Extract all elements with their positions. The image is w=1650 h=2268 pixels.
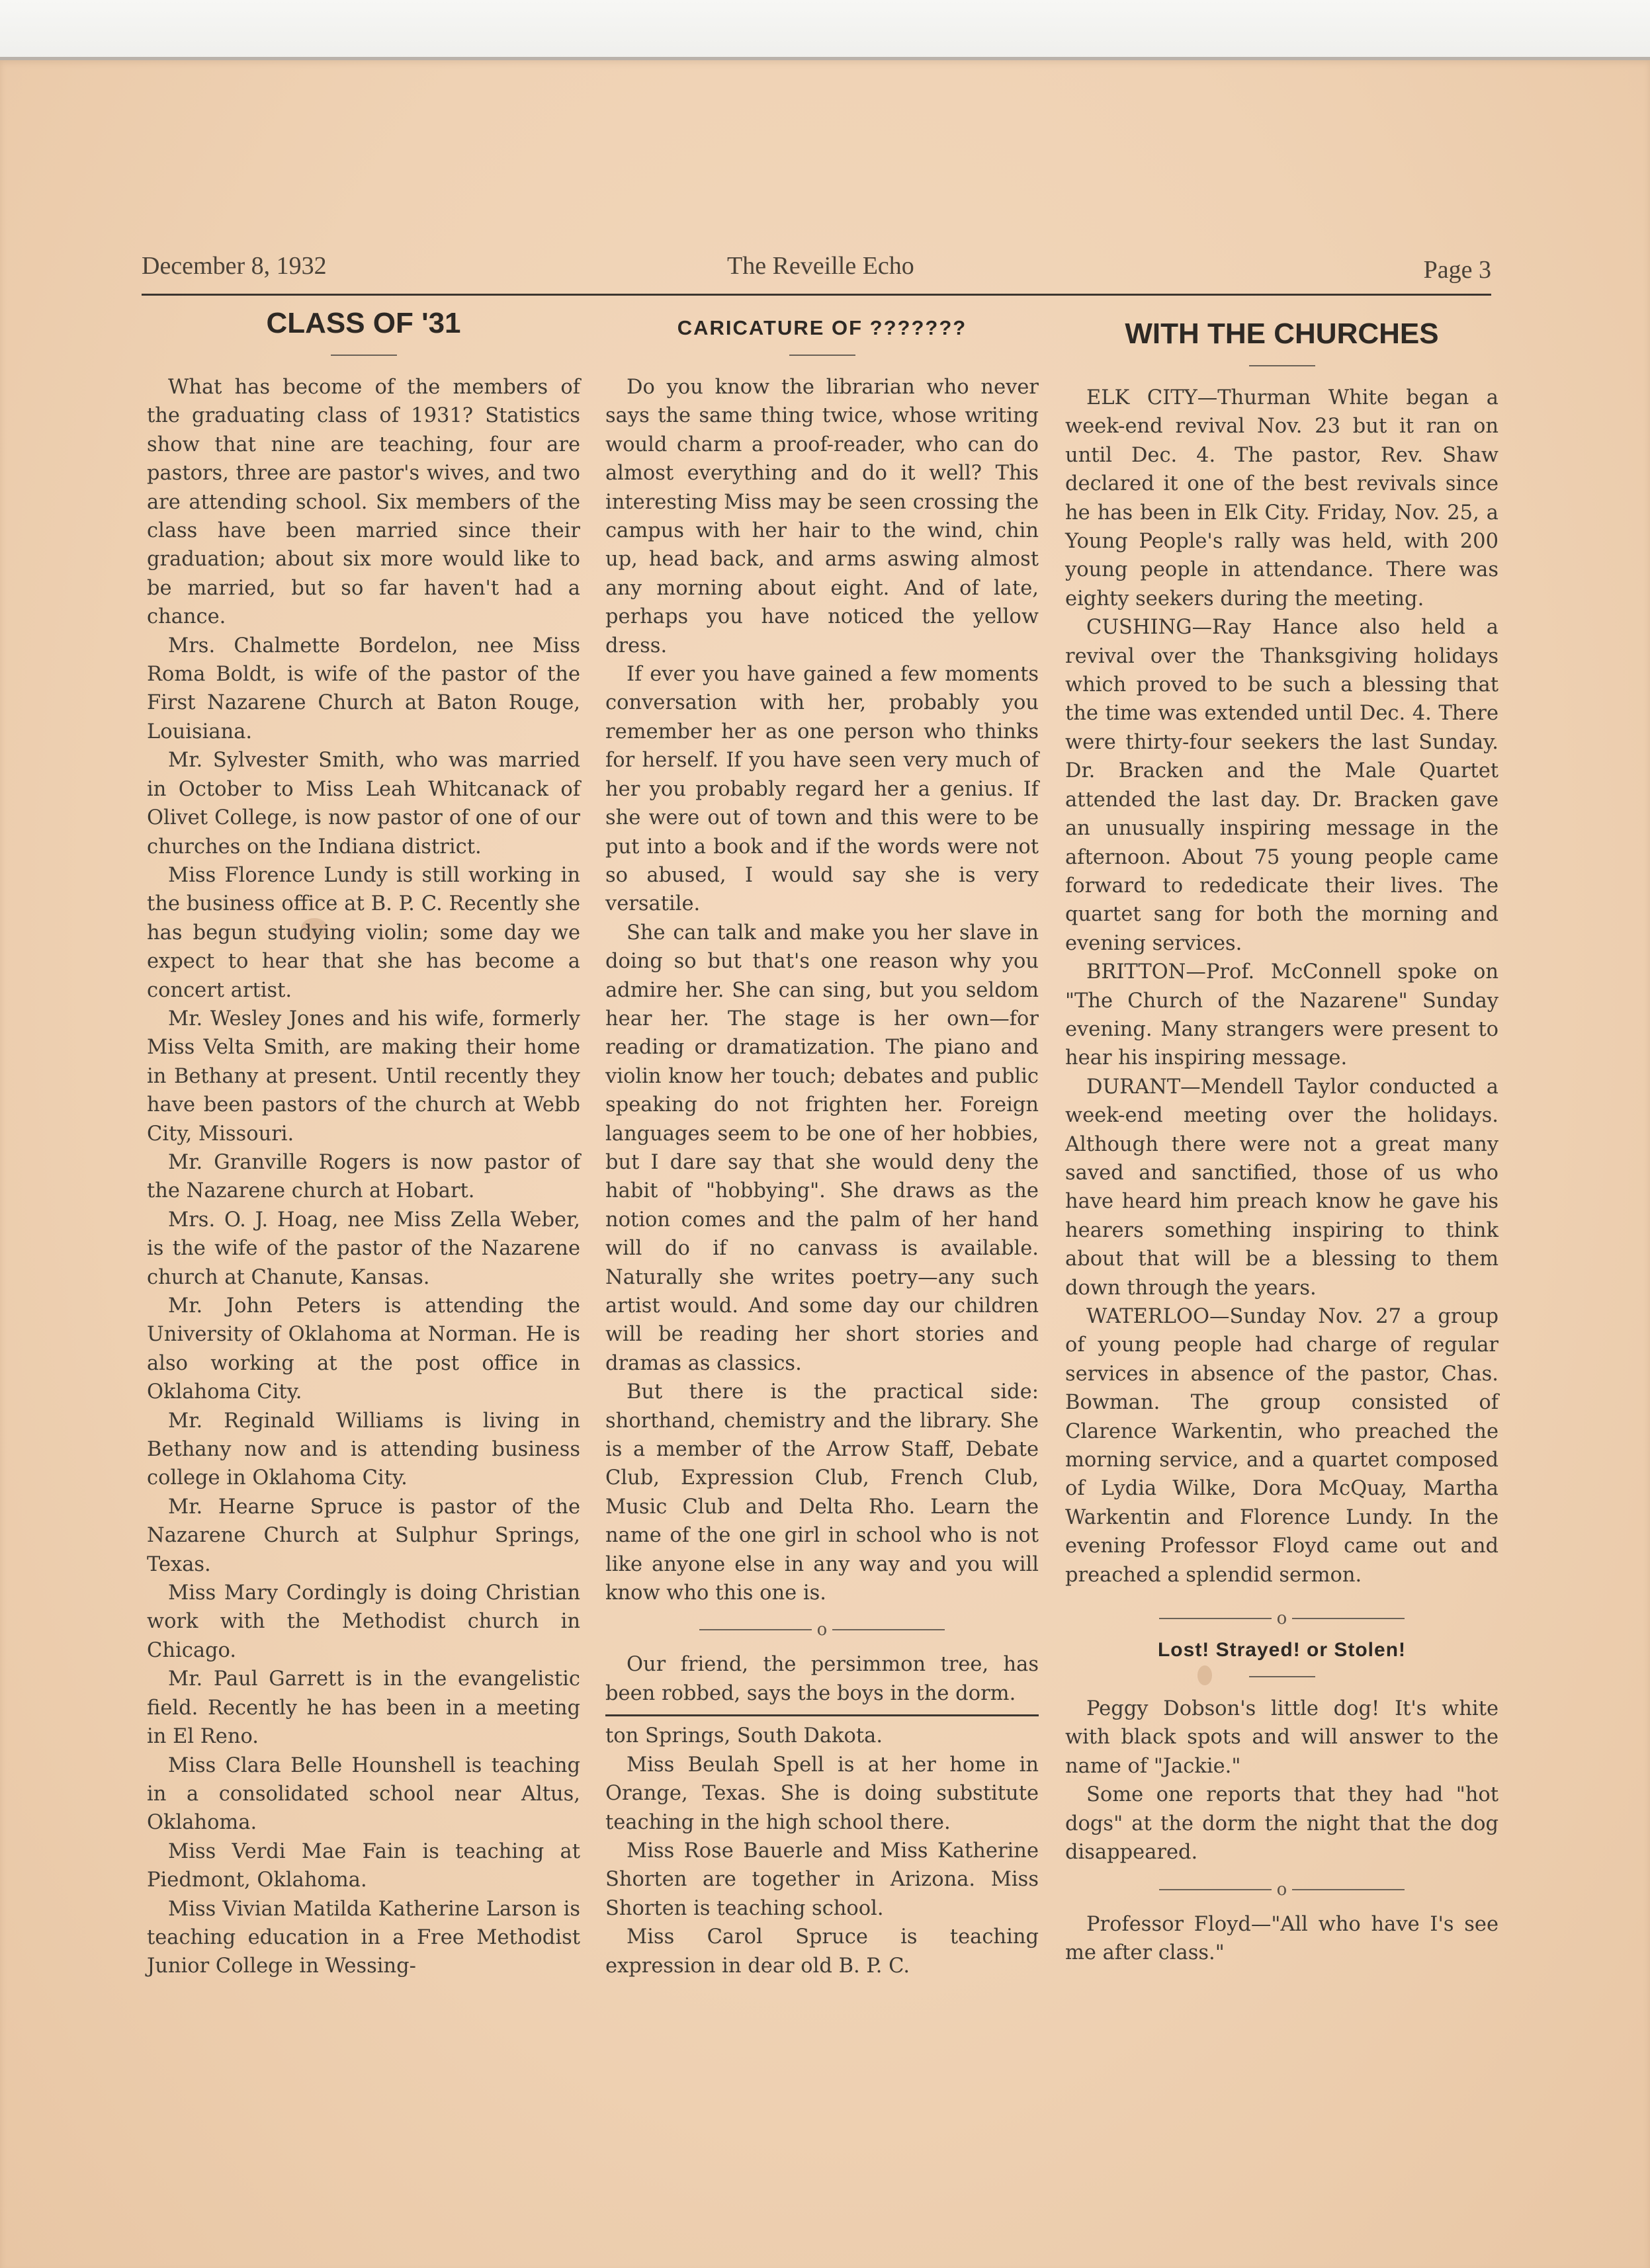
ornament-glyph: o <box>1276 1879 1287 1900</box>
page-header <box>142 251 1491 291</box>
paragraph: Mr. Granville Rogers is now pastor of the Nazarene church at Hobart. <box>147 1150 580 1203</box>
ornament-glyph: o <box>1276 1609 1287 1629</box>
headline-class-of-31: CLASS OF '31 <box>266 307 461 339</box>
paragraph: Our friend, the persimmon tree, has been robbed, says the boys in the dorm. <box>605 1653 1039 1705</box>
ornament-divider <box>1065 1879 1498 1900</box>
headline-lost-strayed: Lost! Strayed! or Stolen! <box>1157 1639 1407 1661</box>
paragraph: WATERLOO—Sunday Nov. 27 a group of young people had charge of regular services in absence of the pastor, Chas. Bowman. The group consisted of Clarence Warkentin, who preached the morning service, and a quartet composed of Lydia Wilke, Dora McQuay, Martha Warkentin and Florence Lundy. In the evening Professor Floyd came out and preached a splendid sermon. <box>1065 1305 1498 1587</box>
paragraph: Mrs. Chalmette Bordelon, nee Miss Roma Boldt, is wife of the pastor of the First Nazarene Church at Baton Rouge, Louisiana. <box>147 634 580 743</box>
paragraph: Mrs. O. J. Hoag, nee Miss Zella Weber, is the wife of the pastor of the Nazarene church at Chanute, Kansas. <box>147 1208 580 1289</box>
ornament-glyph: o <box>816 1620 828 1640</box>
headline-dash <box>1249 1676 1315 1677</box>
paragraph: Mr. Sylvester Smith, who was married in October to Miss Leah Whitcanack of Olivet College, is now pastor of one of our churches on the Indiana district. <box>147 749 580 859</box>
header-rule <box>142 294 1491 296</box>
headline-dash <box>331 355 397 356</box>
ornament-divider <box>1065 1608 1498 1628</box>
paragraph: Miss Florence Lundy is still working in the business office at B. P. C. Recently she has begun studying violin; some day we expect to hear that she has become a concert artist. <box>147 863 580 1002</box>
paragraph: Mr. Paul Garrett is in the evangelistic field. Recently he has been in a meeting in El Reno. <box>147 1667 580 1749</box>
paragraph: Mr. Hearne Spruce is pastor of the Nazarene Church at Sulphur Springs, Texas. <box>147 1495 580 1576</box>
headline-churches: WITH THE CHURCHES <box>1125 317 1439 350</box>
paragraph: Some one reports that they had "hot dogs" at the dorm the night that the dog disappeared. <box>1065 1783 1498 1865</box>
paragraph: Mr. John Peters is attending the University of Oklahoma at Norman. He is also working at the post office in Oklahoma City. <box>147 1294 580 1404</box>
issue-date: December 8, 1932 <box>142 252 327 280</box>
paragraph: Peggy Dobson's little dog! It's white with black spots and will answer to the name of "Jackie." <box>1065 1697 1498 1778</box>
paragraph: Do you know the librarian who never says the same thing twice, whose writing would charm a proof-reader, who can do almost everything and do it well? This interesting Miss may be seen crossing the campus with her hair to the wind, chin up, head back, and arms aswing almost any morning about eight. And of late, perhaps you have noticed the yellow dress. <box>605 376 1039 657</box>
paragraph: Mr. Reginald Williams is living in Bethany now and is attending business college in Oklahoma City. <box>147 1409 580 1490</box>
page-edge <box>0 57 1650 60</box>
paragraph: What has become of the members of the graduating class of 1931? Statistics show that nine are teaching, four are pastors, three are pastor's wives, and two are attending school. Six members of the class have been married since their graduation; about six more would like to be married, but so far haven't had a chance. <box>147 376 580 629</box>
headline-caricature: CARICATURE OF ??????? <box>677 316 967 339</box>
column-rule <box>605 1714 1039 1716</box>
column-class-of-31 <box>147 304 580 1981</box>
paragraph: BRITTON—Prof. McConnell spoke on "The Church of the Nazarene" Sunday evening. Many strangers were present to hear his inspiring message. <box>1065 960 1498 1070</box>
paragraph: Miss Clara Belle Hounshell is teaching in a consolidated school near Altus, Oklahoma. <box>147 1753 580 1835</box>
page-number: Page 3 <box>1423 256 1491 284</box>
paragraph: Miss Rose Bauerle and Miss Katherine Shorten are together in Arizona. Miss Shorten is teaching school. <box>605 1839 1039 1920</box>
paragraph: Professor Floyd—"All who have I's see me after class." <box>1065 1912 1498 1964</box>
paragraph: Miss Mary Cordingly is doing Christian work with the Methodist church in Chicago. <box>147 1581 580 1662</box>
column-churches <box>1065 304 1498 1967</box>
paragraph: She can talk and make you her slave in doing so but that's one reason why you admire her. She can sing, but you seldom hear her. The stage is her own—for reading or dramatization. The piano and violin know her touch; debates and public speaking do not frighten her. Foreign languages seem to be one of her hobbies, but I dare say that she would deny the habit of "hobbying". She draws as the notion comes and the palm of her hand will do if no canvass is available. Naturally she writes poetry—any such artist would. And some day our children will be reading her short stories and dramas as classics. <box>605 921 1039 1375</box>
paragraph: Miss Verdi Mae Fain is teaching at Piedmont, Oklahoma. <box>147 1839 580 1892</box>
paragraph: If ever you have gained a few moments conversation with her, probably you remember her as one person who thinks for herself. If you have seen very much of her you probably regard her a genius. If she were out of town and this were to be put into a book and if the words were not so abused, I would say she is very versatile. <box>605 663 1039 916</box>
paragraph: CUSHING—Ray Hance also held a revival over the Thanksgiving holidays which proved to be such a blessing that the time was extended until Dec. 4. There were thirty-four seekers the last Sunday. Dr. Bracken and the Male Quartet attended the last day. Dr. Bracken gave an unusually inspiring message in the afternoon. About 75 young people came forward to rededicate their lives. The quartet sang for both the morning and evening services. <box>1065 616 1498 955</box>
paper-title: The Reveille Echo <box>727 252 914 280</box>
scan-background <box>0 0 1650 58</box>
paragraph: Miss Vivian Matilda Katherine Larson is teaching education in a Free Methodist Junior College in Wessing- <box>147 1897 580 1978</box>
paragraph: Miss Beulah Spell is at her home in Orange, Texas. She is doing substitute teaching in the high school there. <box>605 1753 1039 1834</box>
paragraph: Mr. Wesley Jones and his wife, formerly Miss Velta Smith, are making their home in Bethany at present. Until recently they have been pastors of the church at Webb City, Missouri. <box>147 1007 580 1146</box>
paragraph: ELK CITY—Thurman White began a week-end revival Nov. 23 but it ran on until Dec. 4. The pastor, Rev. Shaw declared it one of the best revivals since he has been in Elk City. Friday, Nov. 25, a Young People's rally was held, with 200 young people in attendance. There was eighty seekers during the meeting. <box>1065 386 1498 610</box>
paragraph: But there is the practical side: shorthand, chemistry and the library. She is a member of the Arrow Staff, Debate Club, Expression Club, French Club, Music Club and Delta Rho. Learn the name of the one girl in school who is not like anyone else in any way and you will know who this one is. <box>605 1380 1039 1605</box>
column-caricature <box>605 304 1039 1980</box>
headline-dash <box>1249 365 1315 366</box>
paragraph: ton Springs, South Dakota. <box>605 1724 883 1748</box>
paragraph: Miss Carol Spruce is teaching expression in dear old B. P. C. <box>605 1925 1039 1978</box>
paragraph: DURANT—Mendell Taylor conducted a week-end meeting over the holidays. Although there were not a great many saved and sanctified, those of us who have heard him preach know he gave his hearers something inspiring to think about that will be a blessing to them down through the years. <box>1065 1075 1498 1300</box>
headline-dash <box>789 355 855 356</box>
ornament-divider <box>605 1619 1039 1640</box>
